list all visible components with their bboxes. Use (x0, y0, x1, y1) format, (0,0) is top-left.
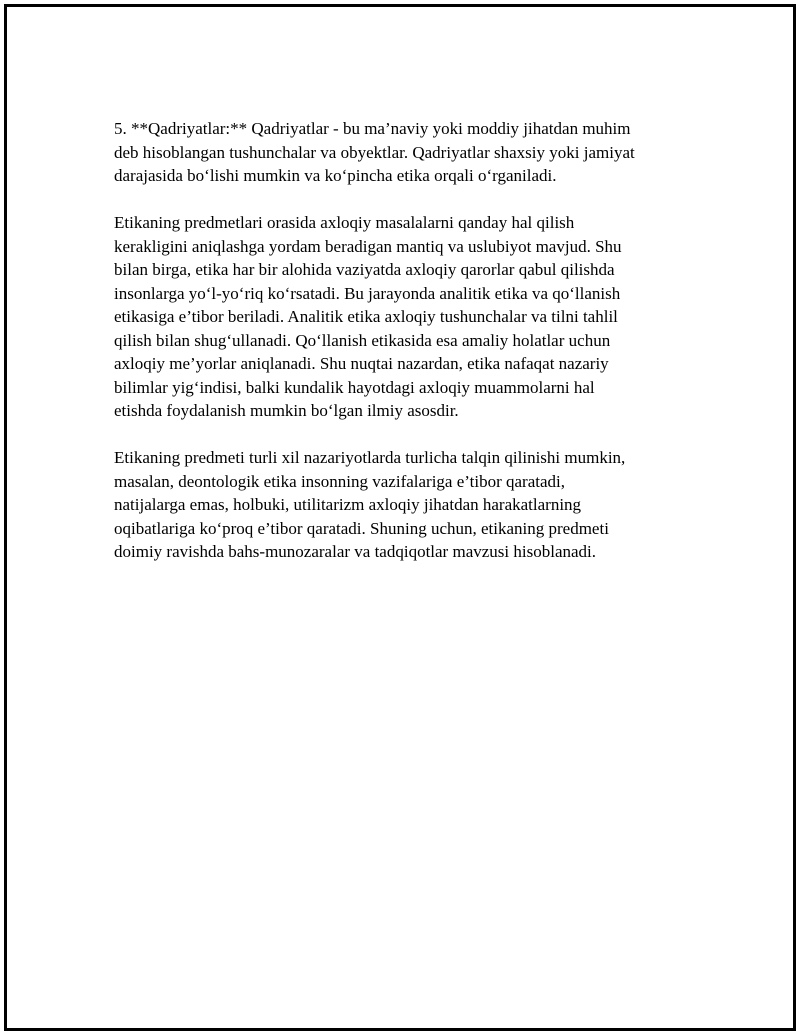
text-line: darajasida bo‘lishi mumkin va ko‘pincha etika orqali o‘rganiladi. (114, 166, 557, 185)
paragraph-theories-of-ethics (114, 446, 714, 564)
text-line: etishda foydalanish mumkin bo‘lgan ilmiy asosdir. (114, 401, 459, 420)
text-line: insonlarga yo‘l-yo‘riq ko‘rsatadi. Bu jarayonda analitik etika va qo‘llanish (114, 283, 621, 303)
paragraph-subjects-of-ethics (114, 211, 714, 423)
text-line: 5. **Qadriyatlar:** Qadriyatlar - bu ma’naviy yoki moddiy jihatdan muhim (114, 119, 631, 138)
text-line: oqibatlariga ko‘proq e’tibor qaratadi. Shuning uchun, etikaning predmeti (114, 518, 609, 538)
text-line: axloqiy me’yorlar aniqlanadi. Shu nuqtai nazardan, etika nafaqat nazariy (114, 354, 609, 373)
text-line: bilan birga, etika har bir alohida vaziyatda axloqiy qarorlar qabul qilishda (114, 260, 615, 279)
text-line: Etikaning predmetlari orasida axloqiy masalalarni qanday hal qilish (114, 213, 575, 232)
text-line: doimiy ravishda bahs-munozaralar va tadqiqotlar mavzusi hisoblanadi. (114, 542, 597, 561)
text-line: bilimlar yig‘indisi, balki kundalik hayotdagi axloqiy muammolarni hal (114, 377, 595, 397)
text-line: qilish bilan shug‘ullanadi. Qo‘llanish etikasida esa amaliy holatlar uchun (114, 330, 611, 350)
text-line: natijalarga emas, holbuki, utilitarizm axloqiy jihatdan harakatlarning (114, 495, 582, 514)
text-line: kerakligini aniqlashga yordam beradigan mantiq va uslubiyot mavjud. Shu (114, 236, 622, 256)
paragraph-values (114, 117, 714, 188)
text-line: masalan, deontologik etika insonning vazifalariga e’tibor qaratadi, (114, 471, 565, 491)
text-line: etikasiga e’tibor beriladi. Analitik etika axloqiy tushunchalar va tilni tahlil (114, 307, 618, 326)
document-body (114, 117, 714, 587)
text-line: Etikaning predmeti turli xil nazariyotlarda turlicha talqin qilinishi mumkin, (114, 448, 626, 467)
text-line: deb hisoblangan tushunchalar va obyektlar. Qadriyatlar shaxsiy yoki jamiyat (114, 142, 635, 162)
